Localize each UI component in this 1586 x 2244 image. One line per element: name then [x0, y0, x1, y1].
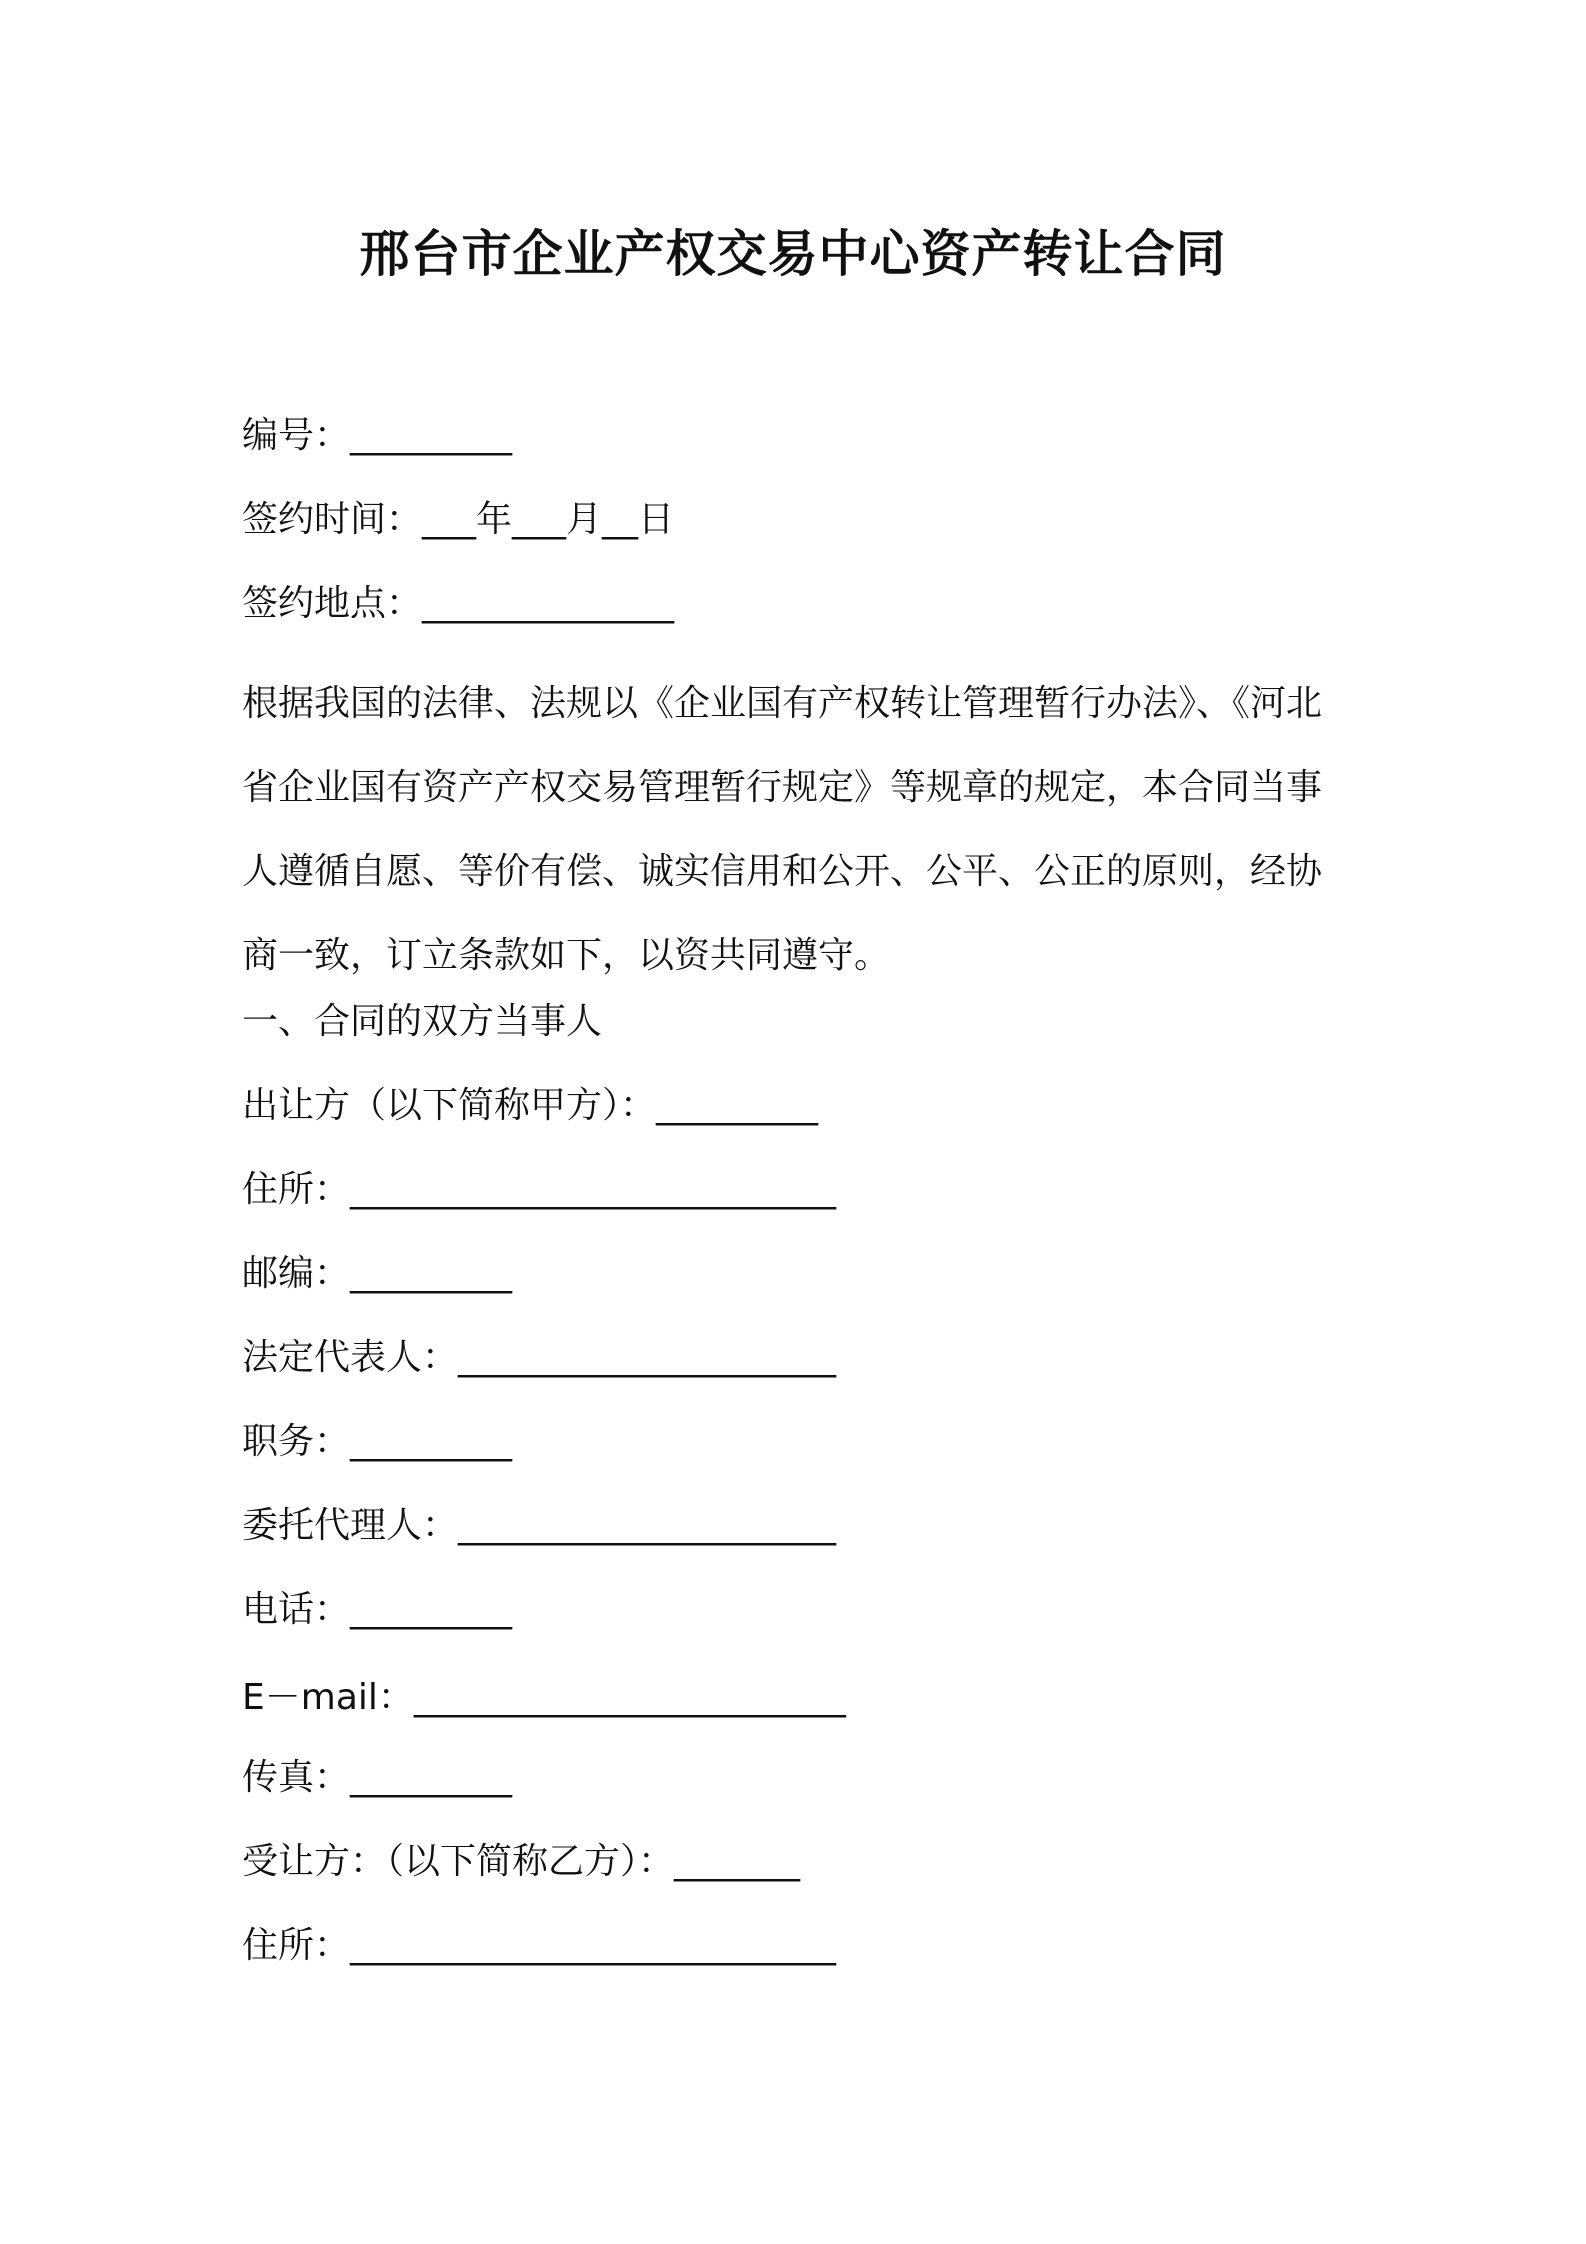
party-a-postcode-field: 邮编：_________: [242, 1253, 513, 1294]
preamble-line: 根据我国的法律、法规以《企业国有产权转让管理暂行办法》、《河北: [242, 683, 1323, 724]
preamble-paragraph: [242, 662, 1360, 998]
party-a-email-field: E－mail：________________________: [242, 1677, 846, 1718]
sign-date-field: 签约时间：___年___月__日: [242, 499, 675, 540]
party-b-address-field: 住所：___________________________: [242, 1925, 837, 1966]
preamble-line: 人遵循自愿、等价有偿、诚实信用和公开、公平、公正的原则，经协: [242, 851, 1323, 892]
party-a-position-field: 职务：_________: [242, 1421, 513, 1462]
party-a-agent-field: 委托代理人：_____________________: [242, 1505, 837, 1546]
party-a-legal-rep-field: 法定代表人：_____________________: [242, 1337, 837, 1378]
document-title: 邢台市企业产权交易中心资产转让合同: [359, 225, 1227, 283]
party-b-name-field: 受让方：（以下简称乙方）：_______: [242, 1841, 801, 1882]
contract-number-field: 编号：_________: [242, 415, 513, 456]
preamble-line: 商一致，订立条款如下，以资共同遵守。: [242, 935, 891, 976]
section-heading: 一、合同的双方当事人: [242, 1001, 603, 1042]
sign-place-field: 签约地点：______________: [242, 583, 675, 624]
party-a-phone-field: 电话：_________: [242, 1589, 513, 1630]
party-a-fax-field: 传真：_________: [242, 1757, 513, 1798]
preamble-line: 省企业国有资产产权交易管理暂行规定》等规章的规定，本合同当事: [242, 767, 1323, 808]
party-a-address-field: 住所：___________________________: [242, 1169, 837, 1210]
party-a-name-field: 出让方（以下简称甲方）：_________: [242, 1085, 819, 1126]
